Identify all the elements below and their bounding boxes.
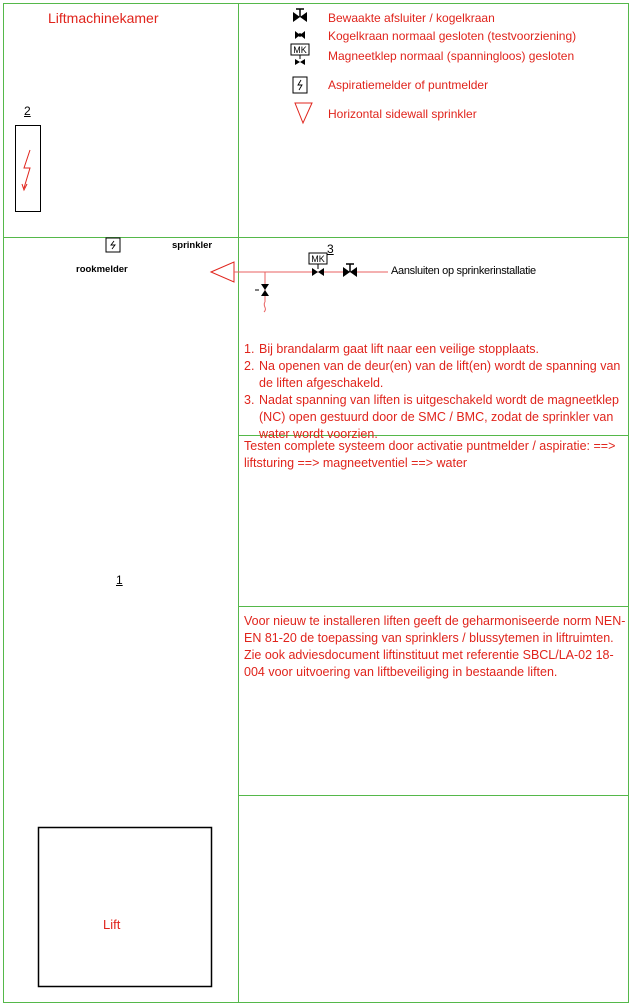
ref-3: 3 [327, 242, 334, 256]
ball-valve-closed-icon [295, 31, 305, 39]
connect-label: Aansluiten op sprinkerinstallatie [391, 265, 536, 277]
line-mk-label: MK [311, 254, 325, 264]
lift-label: Lift [103, 917, 121, 932]
norm-description: Voor nieuw te installeren liften geeft de geharmoniseerde norm NEN-EN 81-20 de toepassing van sprinklers / blussytemen in liftruimten. Zie ook adviesdocument liftinstituut met referentie SBCL/LA-02 18-004 voor uitvoering van liftbeveiliging in bestaande liften. [244, 614, 626, 679]
legend-text-solenoid-valve: Magneetklep normaal (spanningloos) gesloten [328, 49, 575, 63]
guarded-valve-on-line [343, 264, 357, 277]
sidewall-sprinkler-head [211, 262, 234, 282]
legend-text-guarded-valve: Bewaakte afsluiter / kogelkraan [328, 11, 495, 25]
sprinkler-label: sprinkler [172, 240, 213, 251]
solenoid-valve-on-line [309, 253, 327, 276]
ref-1: 1 [116, 573, 123, 587]
test-valve-icon [255, 284, 269, 296]
solenoid-valve-icon [291, 44, 309, 65]
room-title: Liftmachinekamer [48, 10, 159, 26]
legend-text-ball-valve: Kogelkraan normaal gesloten (testvoorziening) [328, 29, 577, 43]
rookmelder-label: rookmelder [76, 264, 128, 275]
notes-list [244, 341, 626, 443]
ref-2: 2 [24, 104, 31, 118]
legend-text-aspiration: Aspiratiemelder of puntmelder [328, 78, 489, 92]
sprinkler-pipe [234, 272, 388, 312]
detector-room-2 [16, 126, 41, 212]
note-item: 2. Na openen van de deur(en) van de lift(en) wordt de spanning van de liften afgeschakeld. [244, 359, 621, 390]
aspiration-detector-icon [293, 77, 307, 93]
sidewall-sprinkler-icon [295, 103, 312, 123]
solenoid-mk-label: MK [293, 45, 307, 55]
grid-lines [3, 3, 629, 1003]
legend-text-sidewall: Horizontal sidewall sprinkler [328, 107, 477, 121]
test-description: Testen complete systeem door activatie puntmelder / aspiratie: ==> liftsturing ==> magneetventiel ==> water [244, 439, 616, 470]
guarded-valve-icon [293, 9, 307, 22]
smoke-detector-icon [106, 238, 120, 252]
note-item: 1. Bij brandalarm gaat lift naar een veilige stopplaats. [244, 342, 540, 356]
note-item: 3. Nadat spanning van liften is uitgeschakeld wordt de magneetklep (NC) open gestuurd door de SMC / BMC, zodat de sprinkler van water wordt voorzien. [244, 393, 619, 441]
lift-box [39, 828, 212, 987]
